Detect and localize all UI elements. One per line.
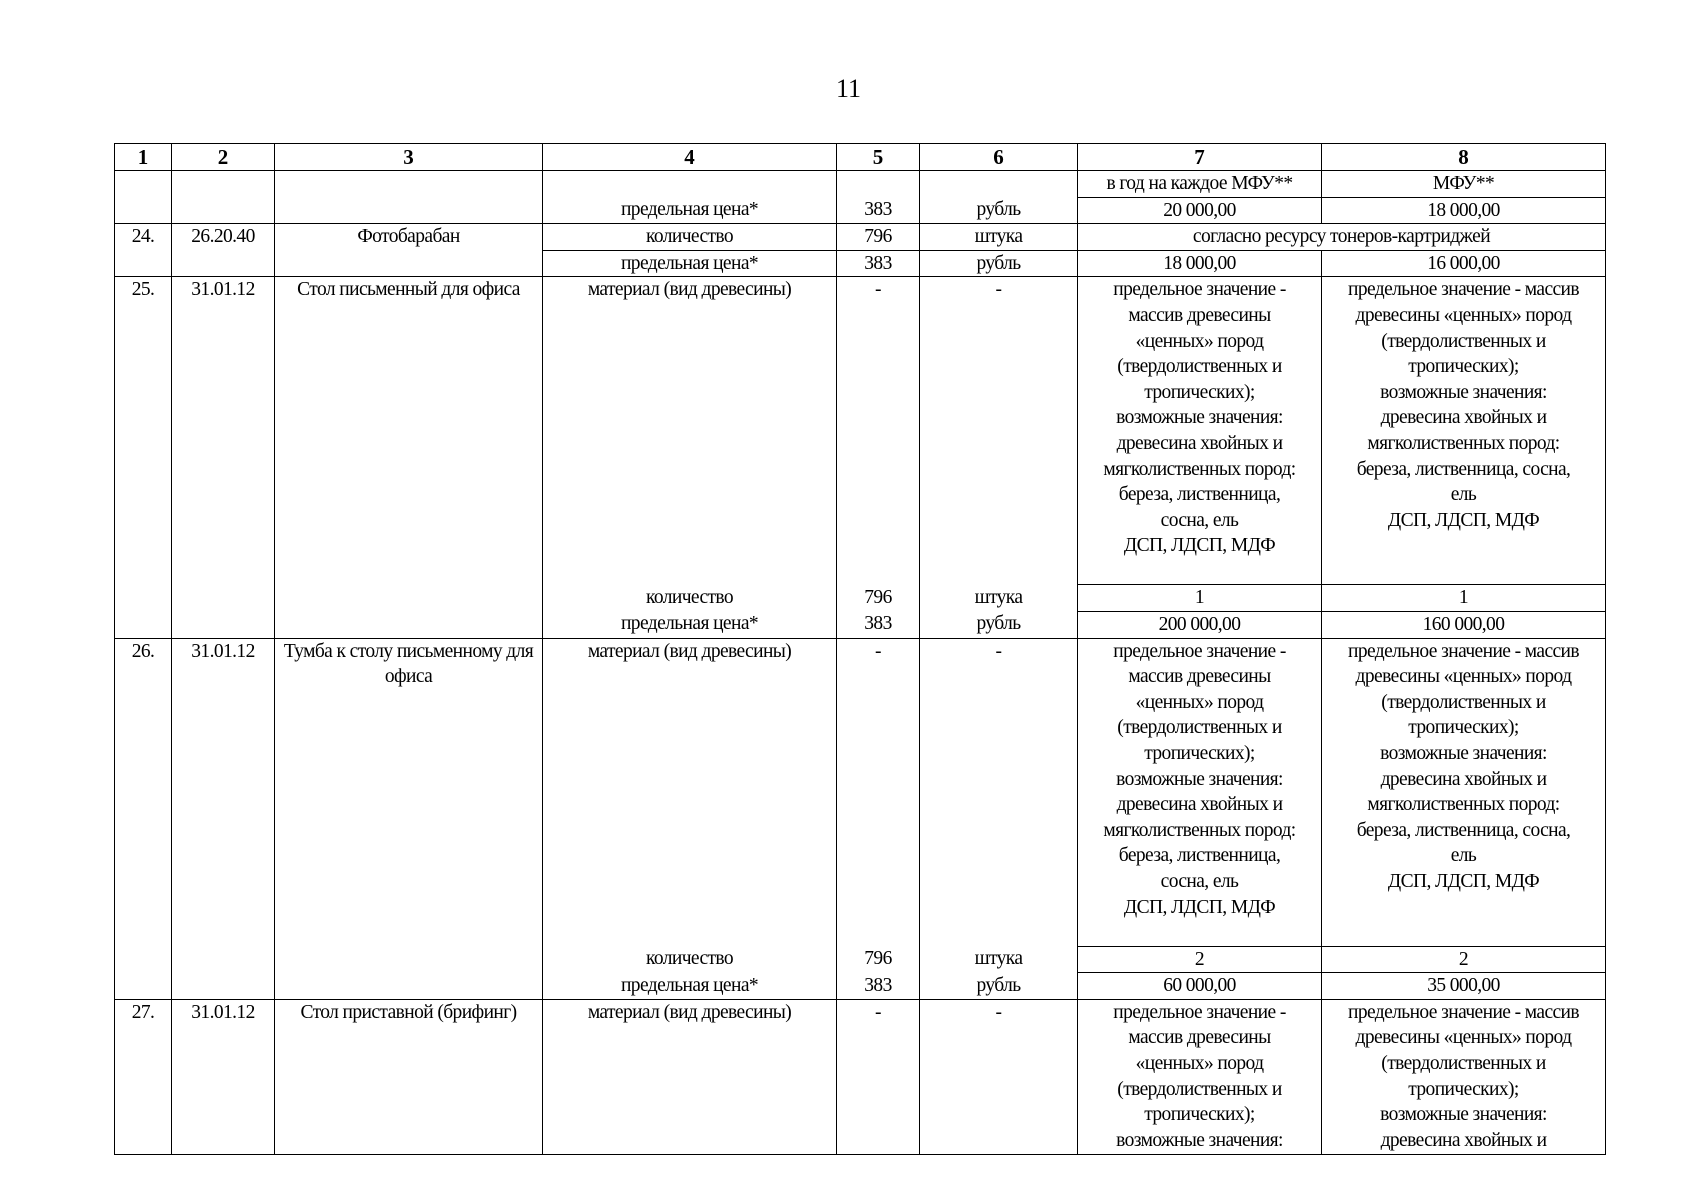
text-line: (твердолиственных и: [1117, 356, 1282, 378]
text-line: возможные значения:: [1116, 768, 1283, 790]
unit-name-cell: [920, 171, 1078, 198]
text-line: ель: [1450, 484, 1477, 506]
text-line: возможные значения:: [1116, 1129, 1283, 1151]
text-line: тропических);: [1408, 717, 1519, 739]
text-line: древесина хвойных и: [1116, 432, 1283, 454]
unit-name-cell: -: [920, 277, 1078, 585]
unit-name-cell: -: [920, 999, 1078, 1154]
value-cell: МФУ**: [1322, 171, 1606, 198]
column-header: 2: [172, 144, 275, 171]
text-line: массив древесины: [1128, 1027, 1271, 1049]
text-line: тропических);: [1144, 381, 1255, 403]
item-code-cell: 31.01.12: [172, 638, 275, 999]
text-line: древесины «ценных» пород: [1355, 666, 1572, 688]
text-line: мягколиственных пород:: [1103, 458, 1296, 480]
item-code-cell: [172, 171, 275, 224]
text-line: древесина хвойных и: [1380, 407, 1547, 429]
unit-code-cell: 796: [837, 946, 920, 973]
unit-code-cell: -: [837, 999, 920, 1154]
text-line: «ценных» пород: [1135, 691, 1264, 713]
text-line: мягколиственных пород:: [1103, 819, 1296, 841]
page-number: 11: [835, 74, 862, 103]
item-number-cell: 24.: [115, 224, 172, 277]
item-name-cell: Фотобарабан: [275, 224, 543, 277]
unit-code-cell: -: [837, 277, 920, 585]
item-number-cell: 25.: [115, 277, 172, 638]
text-line: мягколиственных пород:: [1367, 794, 1560, 816]
item-name-cell: [275, 171, 543, 224]
table-row: [115, 999, 1606, 1154]
requirements-table: [114, 143, 1606, 1155]
characteristic-cell: материал (вид древесины): [543, 277, 837, 585]
characteristic-cell: предельная цена*: [543, 197, 837, 224]
characteristic-cell: [543, 171, 837, 198]
text-line: возможные значения:: [1380, 1104, 1547, 1126]
characteristic-cell: предельная цена*: [543, 973, 837, 1000]
text-line: береза, лиственница, сосна,: [1356, 819, 1571, 841]
text-line: тропических);: [1408, 1078, 1519, 1100]
text-line: (твердолиственных и: [1117, 1078, 1282, 1100]
unit-name-cell: штука: [920, 585, 1078, 612]
text-line: массив древесины: [1128, 304, 1271, 326]
table-row: [115, 638, 1606, 946]
text-line: предельное значение - массив: [1348, 1001, 1579, 1023]
text-line: ель: [1450, 845, 1477, 867]
column-header: 8: [1322, 144, 1606, 171]
column-header: 4: [543, 144, 837, 171]
value-cell: 16 000,00: [1322, 250, 1606, 277]
value-cell: 2: [1322, 946, 1606, 973]
material-value-cell: [1078, 277, 1322, 585]
material-value-cell: [1322, 999, 1606, 1154]
item-code-cell: 26.20.40: [172, 224, 275, 277]
unit-name-cell: -: [920, 638, 1078, 946]
text-line: береза, лиственница, сосна,: [1356, 458, 1571, 480]
text-line: «ценных» пород: [1135, 330, 1264, 352]
material-value-cell: [1078, 638, 1322, 946]
value-cell: 1: [1322, 585, 1606, 612]
text-line: береза, лиственница,: [1118, 484, 1281, 506]
characteristic-cell: количество: [543, 224, 837, 251]
value-cell: 1: [1078, 585, 1322, 612]
value-cell: 160 000,00: [1322, 611, 1606, 638]
item-name-cell: Стол письменный для офиса: [275, 277, 543, 638]
column-header: 1: [115, 144, 172, 171]
text-line: тропических);: [1144, 1104, 1255, 1126]
column-header: 3: [275, 144, 543, 171]
text-line: возможные значения:: [1380, 381, 1547, 403]
text-line: (твердолиственных и: [1381, 1052, 1546, 1074]
unit-code-cell: [837, 171, 920, 198]
value-cell: 200 000,00: [1078, 611, 1322, 638]
text-line: древесина хвойных и: [1116, 794, 1283, 816]
unit-name-cell: рубль: [920, 611, 1078, 638]
table-row: [115, 277, 1606, 585]
characteristic-cell: предельная цена*: [543, 611, 837, 638]
characteristic-cell: количество: [543, 585, 837, 612]
unit-name-cell: рубль: [920, 197, 1078, 224]
value-cell: 18 000,00: [1078, 250, 1322, 277]
text-line: сосна, ель: [1160, 870, 1239, 892]
value-cell: в год на каждое МФУ**: [1078, 171, 1322, 198]
column-header: 5: [837, 144, 920, 171]
text-line: (твердолиственных и: [1381, 330, 1546, 352]
text-line: сосна, ель: [1160, 509, 1239, 531]
item-number-cell: 27.: [115, 999, 172, 1154]
unit-name-cell: штука: [920, 946, 1078, 973]
unit-code-cell: 796: [837, 585, 920, 612]
text-line: древесина хвойных и: [1380, 1129, 1547, 1151]
material-value-cell: [1322, 638, 1606, 946]
item-code-cell: 31.01.12: [172, 277, 275, 638]
characteristic-cell: количество: [543, 946, 837, 973]
text-line: тропических);: [1408, 356, 1519, 378]
unit-code-cell: 796: [837, 224, 920, 251]
characteristic-cell: предельная цена*: [543, 250, 837, 277]
text-line: (твердолиственных и: [1117, 717, 1282, 739]
unit-code-cell: 383: [837, 250, 920, 277]
unit-code-cell: -: [837, 638, 920, 946]
text-line: ДСП, ЛДСП, МДФ: [1387, 509, 1540, 531]
item-code-cell: 31.01.12: [172, 999, 275, 1154]
text-line: ДСП, ЛДСП, МДФ: [1387, 870, 1540, 892]
text-line: предельное значение -: [1113, 279, 1286, 301]
table-row: [115, 171, 1606, 198]
text-line: древесина хвойных и: [1380, 768, 1547, 790]
table-row: [115, 224, 1606, 251]
characteristic-cell: материал (вид древесины): [543, 638, 837, 946]
text-line: «ценных» пород: [1135, 1052, 1264, 1074]
text-line: древесины «ценных» пород: [1355, 304, 1572, 326]
characteristic-cell: материал (вид древесины): [543, 999, 837, 1154]
value-cell: 60 000,00: [1078, 973, 1322, 1000]
text-line: (твердолиственных и: [1381, 691, 1546, 713]
unit-name-cell: рубль: [920, 973, 1078, 1000]
text-line: ДСП, ЛДСП, МДФ: [1123, 896, 1276, 918]
text-line: возможные значения:: [1116, 407, 1283, 429]
item-number-cell: 26.: [115, 638, 172, 999]
unit-code-cell: 383: [837, 197, 920, 224]
text-line: береза, лиственница,: [1118, 845, 1281, 867]
unit-name-cell: рубль: [920, 250, 1078, 277]
item-name-cell: Тумба к столу письменному для офиса: [275, 638, 543, 999]
text-line: ДСП, ЛДСП, МДФ: [1123, 535, 1276, 557]
table-header-row: [115, 144, 1606, 171]
text-line: массив древесины: [1128, 666, 1271, 688]
unit-name-cell: штука: [920, 224, 1078, 251]
text-line: предельное значение -: [1113, 640, 1286, 662]
value-cell: 20 000,00: [1078, 197, 1322, 224]
text-line: предельное значение -: [1113, 1001, 1286, 1023]
text-line: древесины «ценных» пород: [1355, 1027, 1572, 1049]
text-line: тропических);: [1144, 742, 1255, 764]
value-cell: 18 000,00: [1322, 197, 1606, 224]
material-value-cell: [1322, 277, 1606, 585]
unit-code-cell: 383: [837, 973, 920, 1000]
item-name-cell: Стол приставной (брифинг): [275, 999, 543, 1154]
column-header: 6: [920, 144, 1078, 171]
value-cell: 2: [1078, 946, 1322, 973]
text-line: предельное значение - массив: [1348, 640, 1579, 662]
column-header: 7: [1078, 144, 1322, 171]
unit-code-cell: 383: [837, 611, 920, 638]
text-line: предельное значение - массив: [1348, 279, 1579, 301]
item-number-cell: [115, 171, 172, 224]
material-value-cell: [1078, 999, 1322, 1154]
value-cell: 35 000,00: [1322, 973, 1606, 1000]
text-line: возможные значения:: [1380, 742, 1547, 764]
value-cell: согласно ресурсу тонеров-картриджей: [1078, 224, 1606, 251]
text-line: мягколиственных пород:: [1367, 432, 1560, 454]
